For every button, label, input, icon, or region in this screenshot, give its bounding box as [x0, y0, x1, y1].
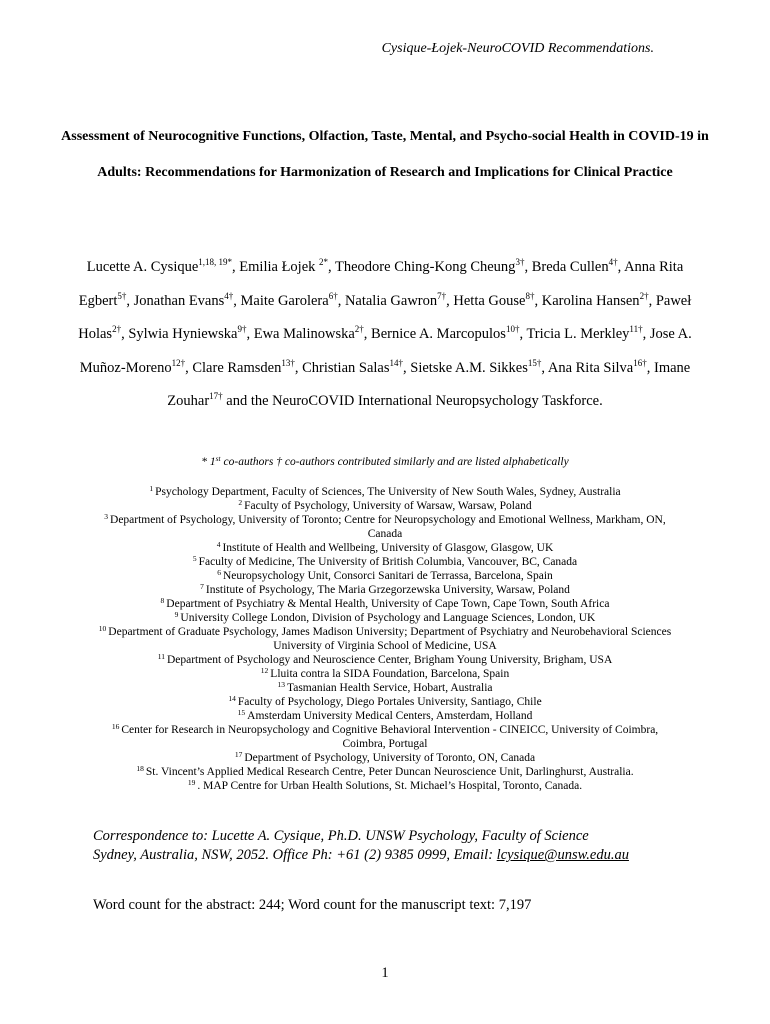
author-name: Christian Salas	[302, 359, 390, 376]
author-affiliation-marker: 2*	[319, 257, 329, 267]
author-name: Lucette A. Cysique	[86, 259, 199, 275]
affiliation-number: 8	[160, 596, 165, 605]
author-affiliation-marker: 14†	[389, 357, 404, 368]
author-name: Bernice A. Marcopulos	[371, 326, 506, 342]
author-affiliation-marker: 5†	[117, 290, 127, 301]
affiliation-item	[90, 597, 680, 611]
affiliation-text: Department of Psychology, University of Toronto; Centre for Neuropsychology and Emotional Wellness, Markham, ON, Canada	[110, 514, 666, 540]
affiliation-item	[90, 765, 680, 779]
affiliation-number: 13	[277, 680, 285, 689]
affiliation-item	[90, 681, 680, 695]
author-entry	[128, 326, 246, 342]
author-affiliation-marker: 10†	[505, 324, 520, 334]
affiliation-number: 10	[98, 624, 107, 633]
affiliation-item	[90, 723, 680, 751]
author-entry	[344, 290, 447, 309]
affiliation-text: Department of Psychology, University of Toronto, ON, Canada	[244, 752, 536, 764]
affiliation-item	[90, 709, 680, 723]
author-affiliation-marker: 1,18, 19*	[198, 257, 233, 267]
author-affiliation-marker: 12†	[171, 357, 186, 368]
author-name: Paweł Holas	[78, 292, 692, 342]
correspondence-email-link[interactable]: lcysique@unsw.edu.au	[496, 847, 629, 863]
affiliation-item	[90, 513, 680, 541]
coauthor-note	[60, 456, 710, 468]
author-entry	[453, 290, 535, 309]
author-entry	[240, 290, 338, 309]
author-entry	[302, 357, 404, 376]
author-entry	[371, 326, 519, 342]
affiliation-text: Faculty of Psychology, Diego Portales University, Santiago, Chile	[237, 696, 542, 708]
affiliation-number: 15	[237, 708, 246, 717]
author-name: Sietske A.M. Sikkes	[410, 359, 528, 376]
author-name: Clare Ramsden	[192, 359, 282, 376]
affiliation-text: Neuropsychology Unit, Consorci Sanitari de Terrassa, Barcelona, Spain	[222, 570, 553, 582]
author-name: Hetta Gouse	[453, 292, 526, 309]
author-name: Breda Cullen	[531, 259, 609, 275]
author-entry	[410, 357, 542, 376]
affiliation-number: 4	[216, 540, 221, 549]
correspondence-line-1: Correspondence to: Lucette A. Cysique, Ph.D. UNSW Psychology, Faculty of Science	[93, 828, 589, 844]
author-name: Anna Rita Egbert	[78, 259, 684, 309]
affiliation-number: 1	[149, 484, 154, 493]
affiliation-text: Faculty of Medicine, The University of British Columbia, Vancouver, BC, Canada	[198, 556, 578, 568]
affiliation-item	[90, 779, 680, 793]
correspondence-address: Sydney, Australia, NSW, 2052. Office Ph: +61 (2) 9385 0999, Email:	[93, 847, 497, 863]
affiliation-list	[90, 485, 680, 793]
affiliation-number: 14	[228, 694, 236, 703]
author-entry	[526, 326, 642, 342]
author-name: Maite Garolera	[240, 292, 329, 309]
affiliation-text: St. Vincent’s Applied Medical Research Centre, Peter Duncan Neuroscience Unit, Darlinghurst, Australia.	[145, 766, 634, 778]
affiliation-item	[90, 653, 680, 667]
affiliation-text: Institute of Health and Wellbeing, University of Glasgow, Glasgow, UK	[222, 542, 554, 554]
affiliation-text: Institute of Psychology, The Maria Grzegorzewska University, Warsaw, Poland	[205, 584, 570, 596]
author-affiliation-marker: 4†	[224, 290, 234, 301]
affiliation-number: 6	[217, 568, 221, 577]
author-list: Lucette A. Cysique$^{1,18, 19*}$, Emilia Łojek $^{2*}$, Theodore Ching-Kong Cheung$^{3\dagger}$, Breda Cullen$^{4\dagger}$, Anna Rita Egbert$^{5\dagger}$, Jonathan Evans$^{4\dagger}$, Maite Garolera$^{6\dagger}$, Natalia Gawron$^{7\dagger}$, Hetta Gouse$^{8\dagger}$, Karolina Hansen$^{2\dagger}$, Paweł Holas$^{2\dagger}$, Sylwia Hyniewska$^{9\dagger}$, Ewa Malinowska$^{2\dagger}$, Bernice A. Marcopulos$^{10\dagger}$, Tricia L. Merkley$^{11\dagger}$, Jose A. Muñoz-Moreno$^{12\dagger}$, Clare Ramsden$^{13\dagger}$, Christian Salas$^{14\dagger}$, Sietske A.M. Sikkes$^{15\dagger}$, Ana Rita Silva$^{16\dagger}$, Imane Zouhar$^{17\dagger}$ and the NeuroCOVID International Neuropsychology Taskforce.	[78, 257, 692, 409]
author-name: Emilia Łojek	[239, 259, 320, 275]
affiliation-number: 12	[260, 666, 269, 675]
author-entry	[547, 357, 647, 376]
author-entry	[335, 259, 524, 275]
affiliation-text: Department of Graduate Psychology, James Madison University; Department of Psychiatry and Neurobehavioral Sciences University of Virginia School of Medicine, USA	[108, 626, 672, 652]
affiliation-number: 19	[187, 778, 196, 787]
coauthor-note-sup: st	[215, 454, 221, 463]
correspondence-line-2	[93, 846, 713, 865]
affiliation-item	[90, 751, 680, 765]
author-name: Ewa Malinowska	[253, 326, 355, 342]
affiliation-text: Department of Psychology and Neuroscience Center, Brigham Young University, Brigham, USA	[166, 654, 613, 666]
author-name: Ana Rita Silva	[547, 359, 634, 376]
page-number: 1	[381, 965, 389, 981]
author-affiliation-marker: 2†	[639, 290, 649, 301]
affiliation-text: Faculty of Psychology, University of Warsaw, Warsaw, Poland	[244, 500, 532, 512]
affiliation-number: 17	[234, 750, 243, 759]
affiliation-text: Psychology Department, Faculty of Sciences, The University of New South Wales, Sydney, Australia	[155, 486, 621, 498]
author-entry	[541, 290, 649, 309]
affiliation-item	[90, 569, 680, 583]
author-affiliation-marker: 6†	[328, 290, 338, 301]
author-name: Theodore Ching-Kong Cheung	[335, 259, 516, 275]
author-affiliation-marker: 17†	[209, 391, 223, 401]
affiliation-number: 18	[136, 764, 144, 773]
author-name: Tricia L. Merkley	[526, 326, 630, 342]
author-entry	[87, 259, 232, 275]
affiliation-item	[90, 611, 680, 625]
affiliation-text: Department of Psychiatry & Mental Health, University of Cape Town, Cape Town, South Africa	[166, 598, 610, 610]
author-affiliation-marker: 11†	[629, 324, 643, 334]
affiliation-number: 16	[111, 722, 120, 731]
affiliation-number: 5	[192, 554, 197, 563]
affiliation-text: Center for Research in Neuropsychology and Cognitive Behavioral Intervention - CINEICC, University of Coimbra, Coimbra, Portugal	[121, 724, 659, 750]
affiliation-number: 3	[104, 512, 109, 521]
author-entry	[254, 326, 364, 342]
author-affiliation-marker: 8†	[525, 290, 535, 301]
author-entry	[133, 290, 234, 309]
coauthor-note-prefix: * 1	[201, 456, 216, 468]
author-affiliation-marker: 7†	[437, 290, 447, 301]
author-affiliation-marker: 4†	[608, 257, 618, 267]
author-entry	[532, 259, 618, 275]
author-entry	[192, 357, 295, 376]
affiliation-item	[90, 555, 680, 569]
author-name: Imane Zouhar	[167, 359, 691, 409]
author-affiliation-marker: 9†	[237, 324, 247, 334]
affiliation-item	[90, 485, 680, 499]
affiliation-item	[90, 541, 680, 555]
author-name: Jonathan Evans	[133, 292, 225, 309]
affiliation-text: Tasmanian Health Service, Hobart, Australia	[287, 682, 493, 694]
author-affiliation-marker: 15†	[527, 357, 542, 368]
coauthor-note-suffix: co-authors † co-authors contributed similarly and are listed alphabetically	[220, 456, 569, 468]
author-entry	[239, 259, 328, 275]
author-name: Jose A. Muñoz-Moreno	[79, 326, 692, 376]
author-affiliation-marker: 2†	[354, 324, 364, 334]
affiliation-text: . MAP Centre for Urban Health Solutions, St. Michael’s Hospital, Toronto, Canada.	[197, 780, 583, 792]
affiliation-item	[90, 695, 680, 709]
author-affiliation-marker: 3†	[515, 257, 525, 267]
author-list-tail: and the NeuroCOVID International Neuropsychology Taskforce.	[222, 393, 603, 409]
affiliation-item	[90, 625, 680, 653]
affiliation-text: Lluita contra la SIDA Foundation, Barcelona, Spain	[270, 668, 510, 680]
author-affiliation-marker: 13†	[281, 357, 295, 368]
affiliation-number: 7	[200, 582, 204, 591]
author-name: Sylwia Hyniewska	[128, 326, 238, 342]
paper-title: Assessment of Neurocognitive Functions, Olfaction, Taste, Mental, and Psycho-social Health in COVID-19 in Adults: Recommendations for Harmonization of Research and Implications for Clinical Practice	[61, 129, 709, 180]
affiliation-text: Amsterdam University Medical Centers, Amsterdam, Holland	[247, 710, 533, 722]
word-count: Word count for the abstract: 244; Word count for the manuscript text: 7,197	[93, 897, 532, 913]
affiliation-item	[90, 667, 680, 681]
affiliation-item	[90, 583, 680, 597]
author-affiliation-marker: 16†	[633, 357, 647, 368]
affiliation-number: 2	[238, 498, 243, 507]
author-name: Natalia Gawron	[344, 292, 438, 309]
author-affiliation-marker: 2†	[112, 324, 122, 334]
affiliation-text: University College London, Division of Psychology and Language Sciences, London, UK	[180, 612, 596, 624]
affiliation-item	[90, 499, 680, 513]
correspondence	[93, 827, 713, 865]
author-name: Karolina Hansen	[541, 292, 640, 309]
running-header: Cysique-Łojek-NeuroCOVID Recommendations.	[381, 41, 654, 56]
affiliation-number: 9	[174, 610, 179, 619]
affiliation-number: 11	[157, 652, 165, 661]
